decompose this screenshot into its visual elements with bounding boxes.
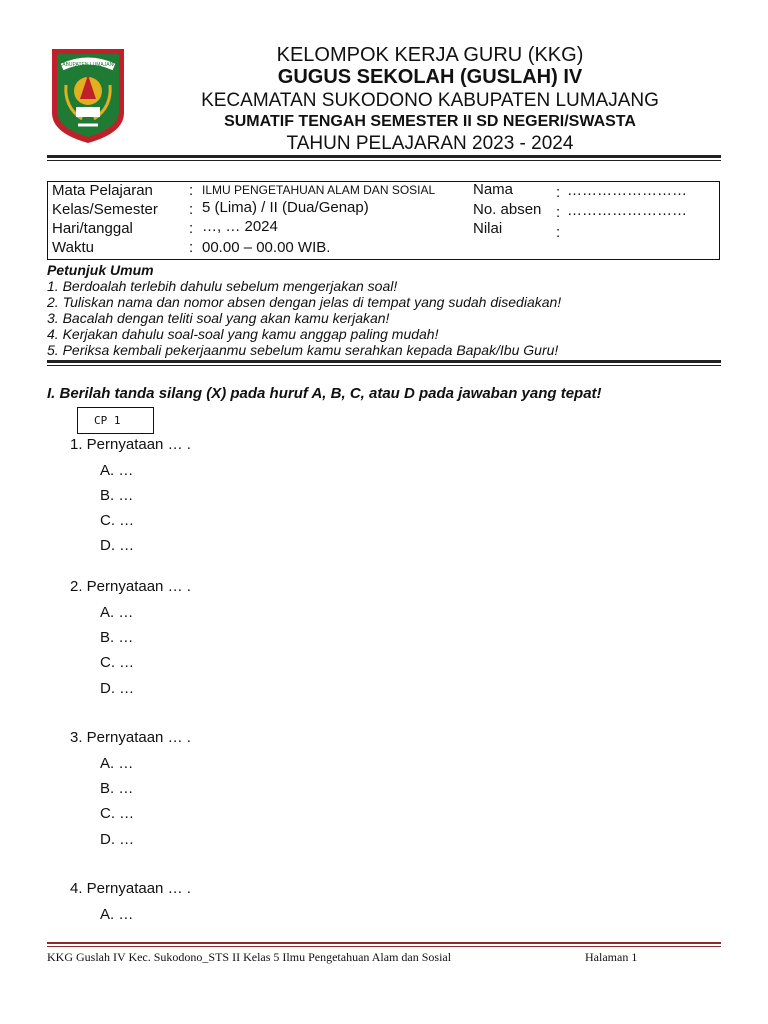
logo-text: KABUPATEN LUMAJANG (58, 62, 118, 68)
header-sumatif: SUMATIF TENGAH SEMESTER II SD NEGERI/SWASTA (224, 113, 636, 130)
option-d[interactable]: D. … (100, 831, 135, 848)
option-a[interactable]: A. … (100, 462, 134, 479)
footer-doc-info: KKG Guslah IV Kec. Sukodono_STS II Kelas 5 Ilmu Pengetahuan Alam dan Sosial (47, 950, 452, 964)
colon: : (556, 224, 561, 241)
petunjuk-item: 2. Tuliskan nama dan nomor absen dengan jelas di tempat yang sudah disediakan! (47, 294, 562, 310)
header-divider (47, 155, 721, 158)
colon: : (556, 204, 561, 221)
colon: : (556, 184, 561, 201)
cp-label-box: CP 1 (77, 407, 154, 434)
hari-value: …, … 2024 (202, 218, 278, 235)
mapel-value: ILMU PENGETAHUAN ALAM DAN SOSIAL (202, 183, 436, 197)
kelas-label: Kelas/Semester (52, 201, 158, 218)
colon: : (189, 220, 194, 237)
petunjuk-item: 3. Bacalah dengan teliti soal yang akan kamu kerjakan! (47, 310, 390, 326)
nama-field[interactable]: …………………… (567, 182, 687, 199)
section-instruction: I. Berilah tanda silang (X) pada huruf A, B, C, atau D pada jawaban yang tepat! (47, 385, 602, 402)
option-b[interactable]: B. … (100, 487, 134, 504)
option-d[interactable]: D. … (100, 680, 135, 697)
petunjuk-umum (47, 262, 561, 358)
absen-field[interactable]: …………………… (567, 202, 687, 219)
waktu-value: 00.00 – 00.00 WIB. (202, 239, 331, 256)
option-a[interactable]: A. … (100, 755, 134, 772)
mapel-label: Mata Pelajaran (52, 182, 153, 199)
question-2: 2. Pernyataan … . (70, 578, 191, 595)
petunjuk-item: 4. Kerjakan dahulu soal-soal yang kamu anggap paling mudah! (47, 326, 439, 342)
question-4: 4. Pernyataan … . (70, 880, 191, 897)
header-tahun: TAHUN PELAJARAN 2023 - 2024 (286, 133, 574, 154)
nama-label: Nama (473, 181, 514, 198)
waktu-label: Waktu (52, 239, 94, 256)
colon: : (189, 239, 194, 256)
question-3: 3. Pernyataan … . (70, 729, 191, 746)
header-divider-thin (47, 160, 721, 161)
absen-label: No. absen (473, 201, 542, 218)
option-b[interactable]: B. … (100, 780, 134, 797)
kelas-value: 5 (Lima) / II (Dua/Genap) (202, 199, 369, 216)
question-1: 1. Pernyataan … . (70, 436, 191, 453)
header-gugus: GUGUS SEKOLAH (GUSLAH) IV (277, 66, 583, 88)
petunjuk-item: 5. Periksa kembali pekerjaanmu sebelum kamu serahkan kepada Bapak/Ibu Guru! (47, 342, 559, 358)
section-divider-thin (47, 365, 721, 366)
option-c[interactable]: C. … (100, 512, 135, 529)
option-b[interactable]: B. … (100, 629, 134, 646)
option-a[interactable]: A. … (100, 604, 134, 621)
petunjuk-item: 1. Berdoalah terlebih dahulu sebelum mengerjakan soal! (47, 278, 398, 294)
option-c[interactable]: C. … (100, 805, 135, 822)
option-c[interactable]: C. … (100, 654, 135, 671)
section-divider (47, 360, 721, 363)
header-kkg: KELOMPOK KERJA GURU (KKG) (276, 44, 584, 66)
footer-divider (47, 942, 721, 944)
nilai-label: Nilai (473, 220, 503, 237)
colon: : (189, 201, 194, 218)
header-kecamatan: KECAMATAN SUKODONO KABUPATEN LUMAJANG (201, 90, 659, 111)
district-logo (48, 45, 128, 145)
hari-label: Hari/tanggal (52, 220, 133, 237)
option-d[interactable]: D. … (100, 537, 135, 554)
colon: : (189, 182, 194, 199)
footer-divider-thin (47, 946, 721, 947)
option-a[interactable]: A. … (100, 906, 134, 923)
footer-page-number: Halaman 1 (585, 950, 638, 964)
petunjuk-title: Petunjuk Umum (47, 262, 154, 278)
